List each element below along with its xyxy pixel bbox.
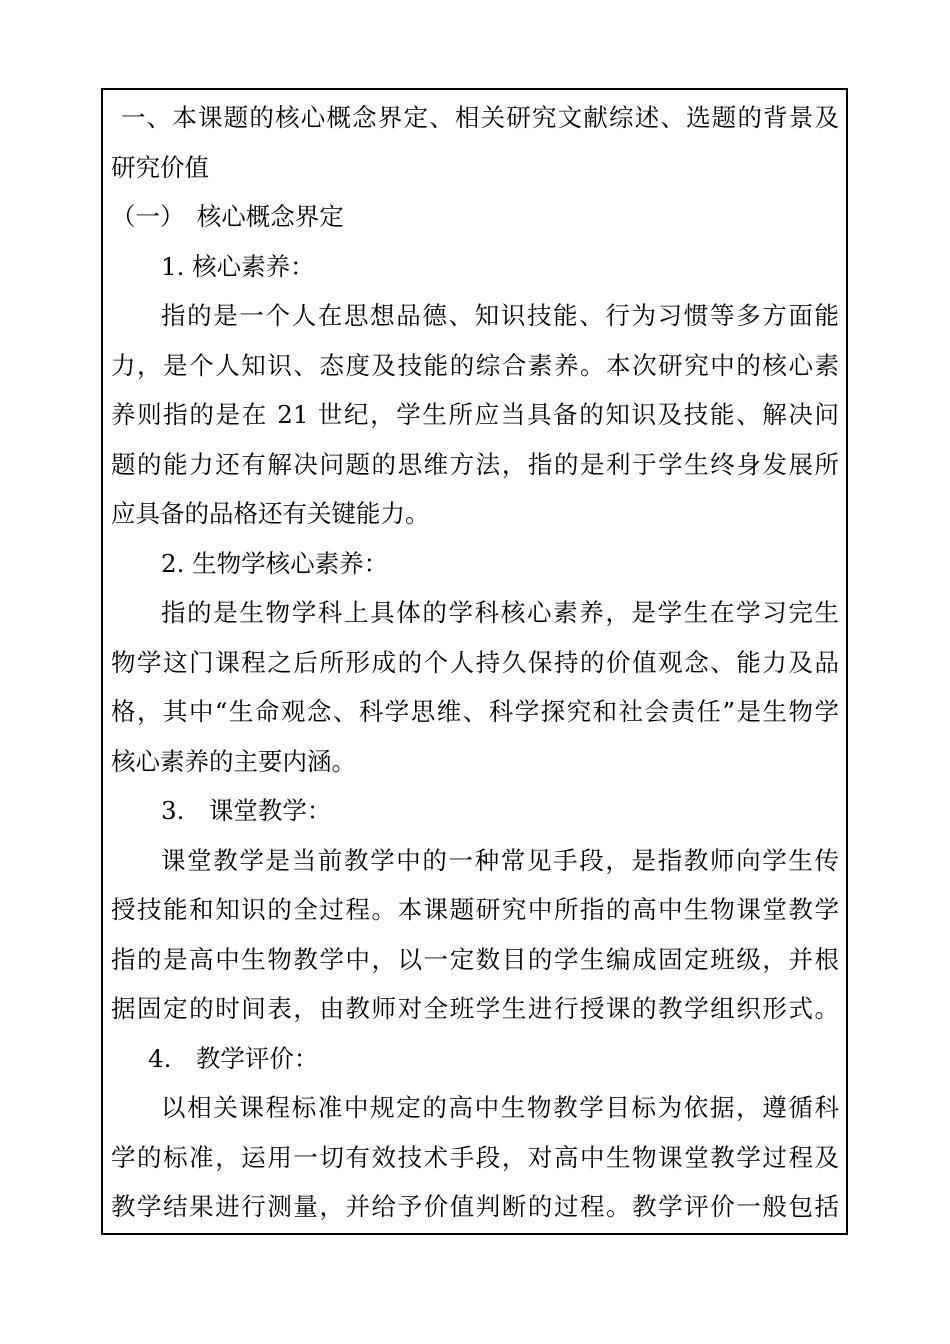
paragraph-line: 指的是一个人在思想品德、知识技能、行为习惯等多方面能 bbox=[161, 301, 839, 330]
paragraph-line: 据固定的时间表，由教师对全班学生进行授课的教学组织形式。 bbox=[111, 994, 839, 1023]
paragraph-line: 养则指的是在 21 世纪，学生所应当具备的知识及技能、解决问 bbox=[111, 400, 839, 429]
subsection-heading: （一） 核心概念界定 bbox=[111, 202, 344, 231]
paragraph-line: 核心素养的主要内涵。 bbox=[111, 746, 356, 776]
paragraph-line: 指的是生物学科上具体的学科核心素养，是学生在学习完生 bbox=[161, 598, 839, 627]
term-heading-teaching-evaluation: 4. 教学评价： bbox=[148, 1043, 319, 1073]
paragraph-line: 物学这门课程之后所形成的个人持久保持的价值观念、能力及品 bbox=[111, 647, 839, 677]
paragraph-line: 应具备的品格还有关键能力。 bbox=[111, 499, 430, 528]
paragraph-line: 课堂教学是当前教学中的一种常见手段，是指教师向学生传 bbox=[161, 845, 839, 875]
term-heading-core-literacy: 1. 核心素养： bbox=[161, 251, 315, 281]
document-body bbox=[111, 93, 839, 1233]
section-title-line-2: 研究价值 bbox=[111, 152, 209, 182]
term-heading-biology-literacy: 2. 生物学核心素养： bbox=[161, 548, 389, 578]
paragraph-line: 题的能力还有解决问题的思维方法，指的是利于学生终身发展所 bbox=[111, 449, 839, 479]
section-title-line-1: 一、本课题的核心概念界定、相关研究文献综述、选题的背景及 bbox=[121, 103, 839, 132]
paragraph-line: 授技能和知识的全过程。本课题研究中所指的高中生物课堂教学 bbox=[111, 895, 839, 924]
paragraph-line: 格，其中“生命观念、科学思维、科学探究和社会责任”是生物学 bbox=[111, 697, 839, 726]
paragraph-line: 教学结果进行测量，并给予价值判断的过程。教学评价一般包括 bbox=[111, 1192, 839, 1221]
paragraph-line: 力，是个人知识、态度及技能的综合素养。本次研究中的核心素 bbox=[111, 350, 839, 380]
paragraph-line: 以相关课程标准中规定的高中生物教学目标为依据，遵循科 bbox=[161, 1093, 839, 1122]
term-heading-classroom-teaching: 3. 课堂教学： bbox=[161, 796, 332, 825]
paragraph-line: 指的是高中生物教学中，以一定数目的学生编成固定班级，并根 bbox=[111, 944, 839, 974]
paragraph-line: 学的标准，运用一切有效技术手段，对高中生物课堂教学过程及 bbox=[111, 1142, 839, 1172]
